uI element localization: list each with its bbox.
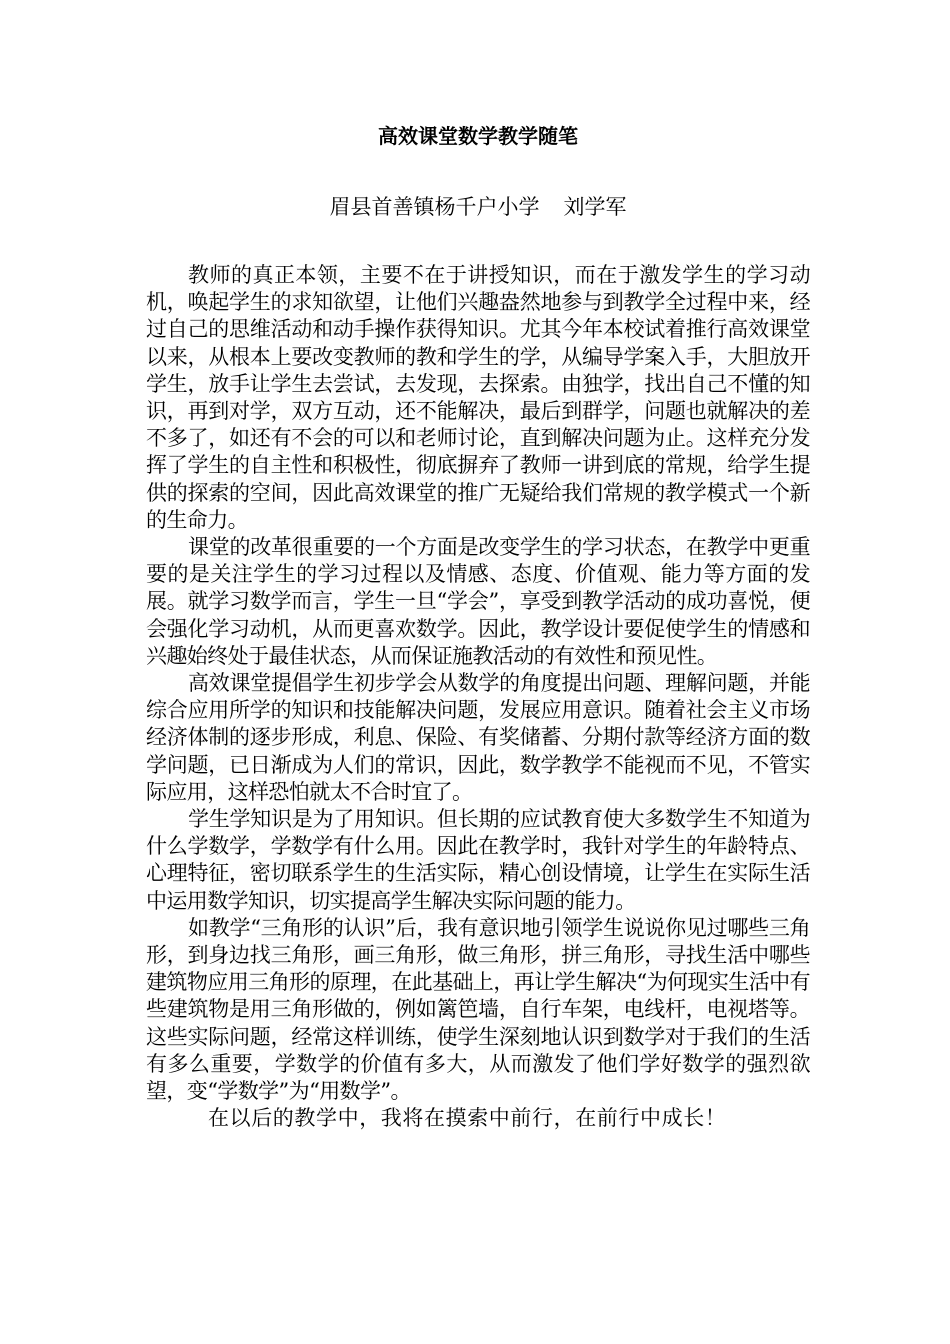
paragraph-3: 高效课堂提倡学生初步学会从数学的角度提出问题、理解问题，并能综合应用所学的知识和技能解决问题，发展应用意识。随着社会主义市场经济体制的逐步形成，利息、保险、有奖储蓄、分期付款等经济方面的数学问题，已日渐成为人们的常识，因此，数学教学不能视而不见，不管实际应用，这样恐怕就太不合时宜了。 [146, 671, 810, 804]
paragraph-2: 课堂的改革很重要的一个方面是改变学生的学习状态，在教学中更重要的是关注学生的学习过程以及情感、态度、价值观、能力等方面的发展。就学习数学而言，学生一旦“学会”，享受到教学活动的成功喜悦，便会强化学习动机，从而更喜欢数学。因此，教学设计要促使学生的情感和兴趣始终处于最佳状态，从而保证施教活动的有效性和预见性。 [146, 535, 810, 668]
paragraph-5: 如教学“三角形的认识”后，我有意识地引领学生说说你见过哪些三角形，到身边找三角形，画三角形，做三角形，拼三角形，寻找生活中哪些建筑物应用三角形的原理，在此基础上，再让学生解决“为何现实生活中有些建筑物是用三角形做的，例如篱笆墙，自行车架，电线杆，电视塔等。这些实际问题，经常这样训练，使学生深刻地认识到数学对于我们的生活有多么重要，学数学的价值有多大，从而激发了他们学好数学的强烈欲望，变“学数学”为“用数学”。 [146, 915, 810, 1104]
document-title: 高效课堂数学教学随笔 [378, 124, 578, 148]
author-school: 眉县首善镇杨千户小学 [329, 195, 540, 219]
author-byline [146, 193, 810, 221]
paragraph-closing: 在以后的教学中，我将在摸索中前行，在前行中成长！ [208, 1106, 727, 1131]
paragraph-1: 教师的真正本领，主要不在于讲授知识，而在于激发学生的学习动机，唤起学生的求知欲望，让他们兴趣盎然地参与到教学全过程中来，经过自己的思维活动和动手操作获得知识。尤其今年本校试着推行高效课堂以来，从根本上要改变教师的教和学生的学，从编导学案入手，大胆放开学生，放手让学生去尝试，去发现，去探索。由独学，找出自己不懂的知识，再到对学，双方互动，还不能解决，最后到群学，问题也就解决的差不多了，如还有不会的可以和老师讨论，直到解决问题为止。这样充分发挥了学生的自主性和积极性，彻底摒弃了教师一讲到底的常规，给学生提供的探索的空间，因此高效课堂的推广无疑给我们常规的教学模式一个新的生命力。 [146, 263, 810, 532]
document-body [146, 262, 810, 1133]
paragraph-4: 学生学知识是为了用知识。但长期的应试教育使大多数学生不知道为什么学数学，学数学有什么用。因此在教学时，我针对学生的年龄特点、心理特征，密切联系学生的生活实际，精心创设情境，让学生在实际生活中运用数学知识，切实提高学生解决实际问题的能力。 [146, 807, 810, 913]
author-name: 刘学军 [563, 195, 627, 219]
